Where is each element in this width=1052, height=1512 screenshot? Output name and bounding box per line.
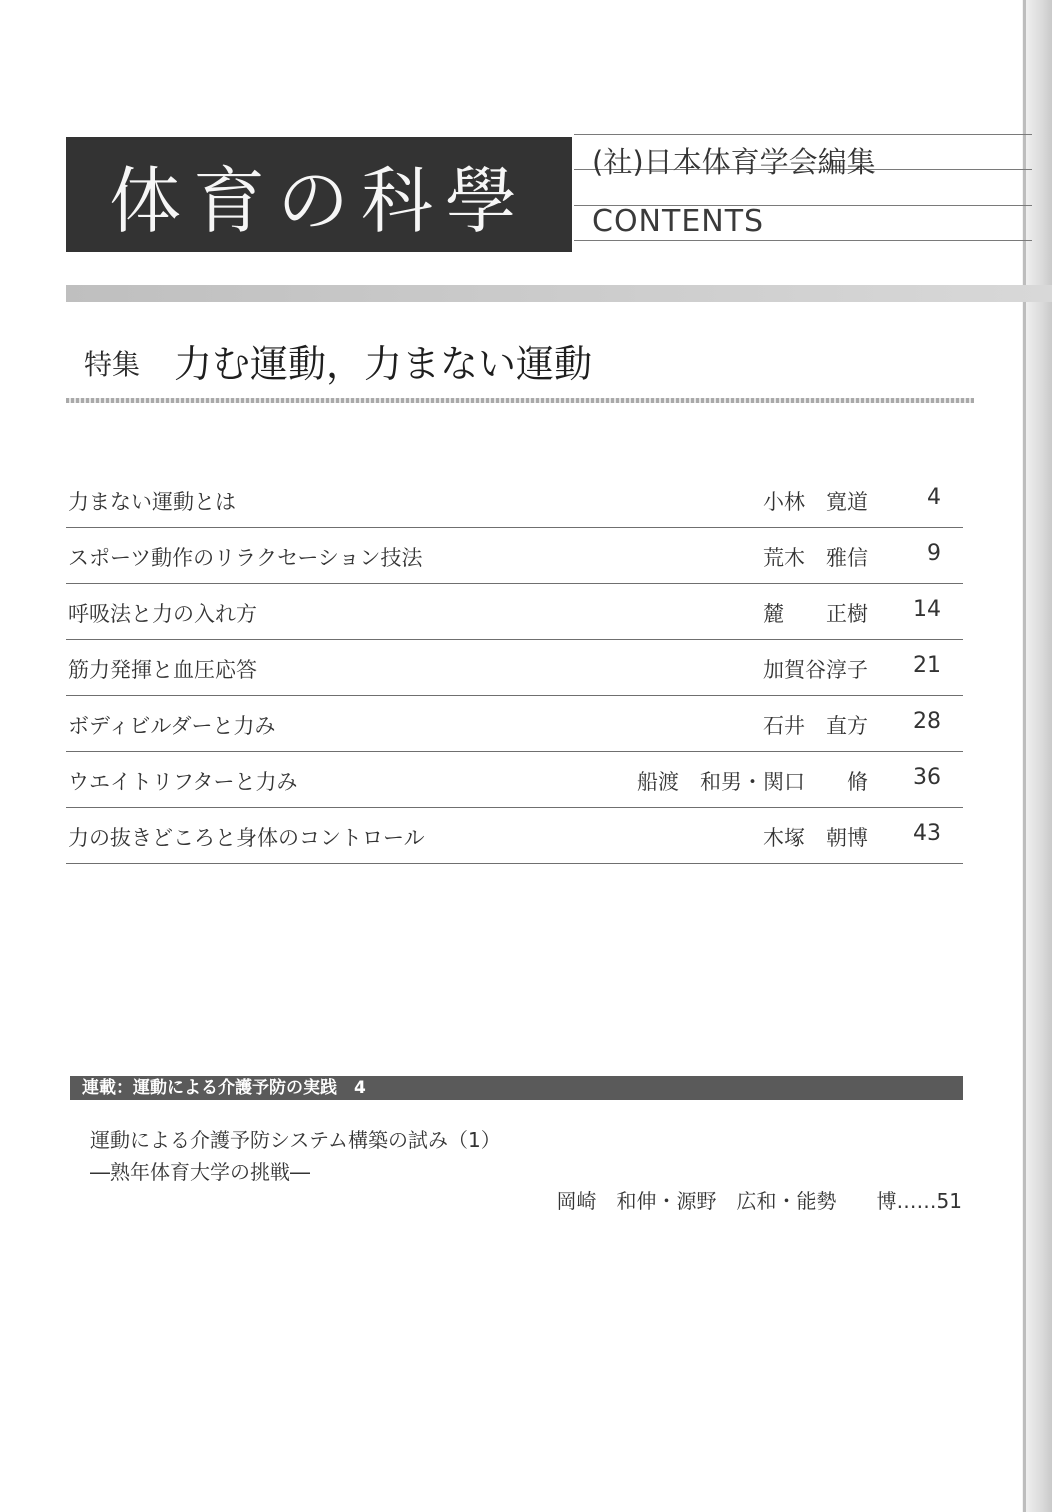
header-divider-band bbox=[66, 285, 1052, 302]
feature-label: 特集 bbox=[84, 348, 141, 381]
toc-article-title: 力まない運動とは bbox=[68, 490, 236, 514]
toc-row[interactable] bbox=[66, 752, 963, 808]
toc-row[interactable] bbox=[66, 640, 963, 696]
toc-article-title: 呼吸法と力の入れ方 bbox=[68, 602, 257, 626]
toc-article-title: ウエイトリフターと力み bbox=[68, 770, 298, 794]
toc-page-number: 43 bbox=[913, 821, 941, 846]
series-byline: 岡崎 和伸・源野 広和・能勢 博……51 bbox=[556, 1189, 962, 1213]
toc-row[interactable] bbox=[66, 472, 963, 528]
toc-row[interactable] bbox=[66, 584, 963, 640]
series-heading: 連載：運動による介護予防の実践 4 bbox=[70, 1076, 963, 1100]
publisher-label: (社)日本体育学会編集 bbox=[592, 145, 876, 179]
toc-author: 麓 正樹 bbox=[763, 602, 868, 626]
toc-article-title: スポーツ動作のリラクセーション技法 bbox=[68, 546, 423, 570]
toc-page-number: 14 bbox=[913, 597, 941, 622]
toc-row[interactable] bbox=[66, 808, 963, 864]
toc-row[interactable] bbox=[66, 696, 963, 752]
feature-title: 力む運動，力まない運動 bbox=[174, 342, 593, 386]
masthead-title: 体育の科學 bbox=[108, 158, 529, 243]
contents-label: CONTENTS bbox=[592, 204, 765, 239]
toc-article-title: 力の抜きどころと身体のコントロール bbox=[68, 826, 425, 850]
page-edge bbox=[1022, 0, 1052, 1512]
toc-article-title: ボディビルダーと力み bbox=[68, 714, 276, 738]
masthead-rule-bottom bbox=[574, 240, 1032, 241]
toc-page-number: 36 bbox=[913, 765, 941, 790]
toc-author: 小林 寛道 bbox=[763, 490, 868, 514]
feature-dotted-rule bbox=[66, 398, 974, 403]
toc-page-number: 4 bbox=[927, 485, 941, 510]
toc-page-number: 21 bbox=[913, 653, 941, 678]
page-edge-shadow bbox=[1023, 0, 1026, 1512]
toc-author: 荒木 雅信 bbox=[763, 546, 868, 570]
toc-article-title: 筋力発揮と血圧応答 bbox=[68, 658, 257, 682]
toc-list bbox=[66, 472, 963, 864]
toc-author: 石井 直方 bbox=[763, 714, 868, 738]
toc-author: 木塚 朝博 bbox=[763, 826, 868, 850]
masthead-logo-box bbox=[66, 137, 572, 252]
masthead-rule-top bbox=[574, 134, 1032, 135]
series-article-subtitle: ―熟年体育大学の挑戦― bbox=[90, 1160, 310, 1184]
toc-row[interactable] bbox=[66, 528, 963, 584]
series-article-title[interactable]: 運動による介護予防システム構築の試み（1） bbox=[90, 1128, 501, 1152]
toc-page-number: 9 bbox=[927, 541, 941, 566]
toc-author: 船渡 和男・関口 脩 bbox=[637, 770, 868, 794]
toc-page-number: 28 bbox=[913, 709, 941, 734]
toc-author: 加賀谷淳子 bbox=[763, 658, 868, 682]
